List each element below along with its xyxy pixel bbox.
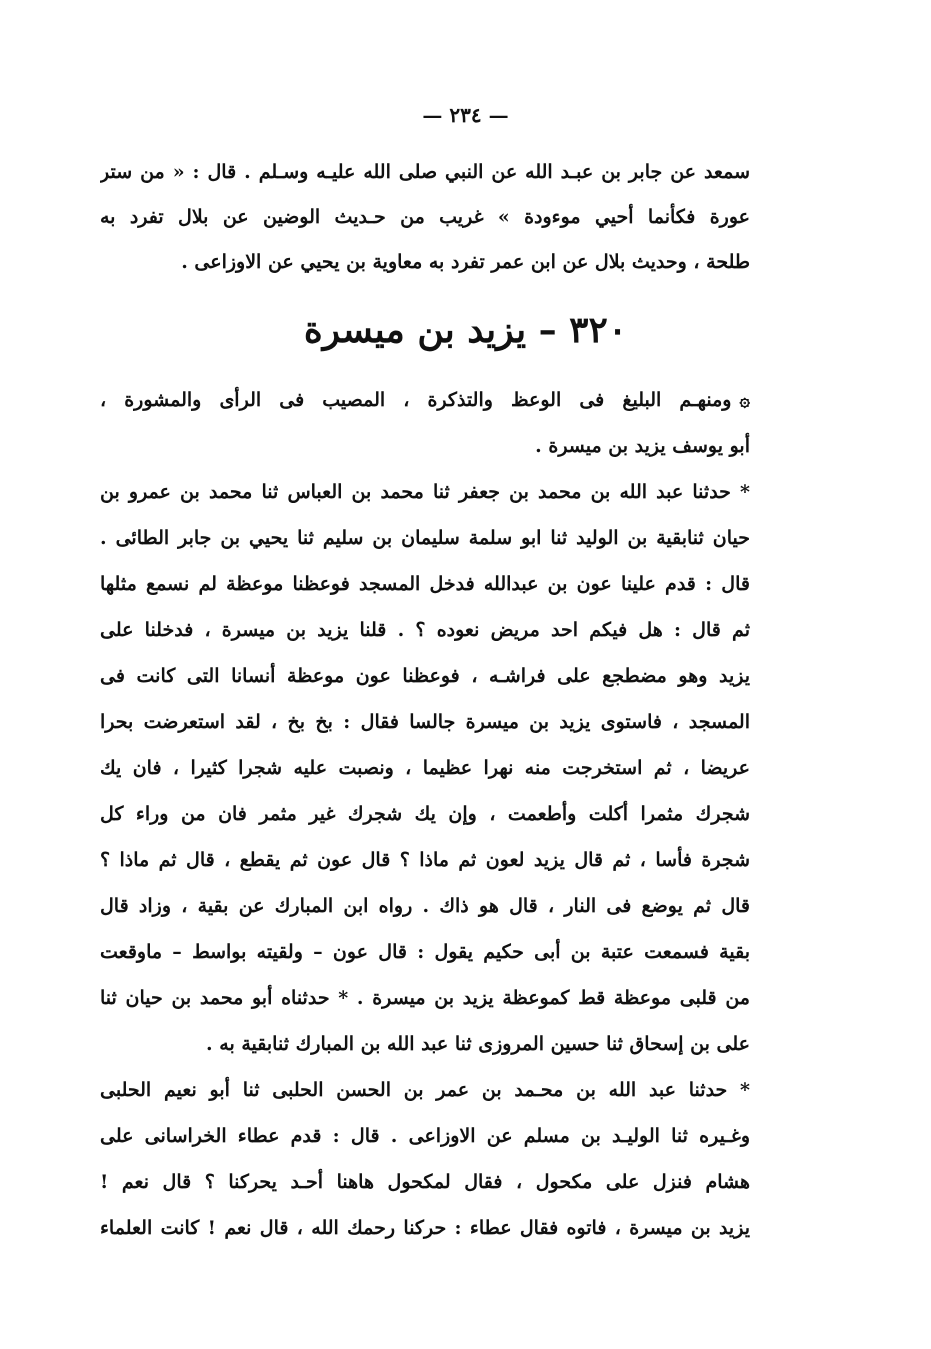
- text-line: طلحة ، وحديث بلال عن ابن عمر تفرد به معاوية بن يحيي عن الاوزاعى .: [181, 251, 750, 273]
- text-line: هشام فنزل على مكحول ، فقال لمكحول هاهنا أحـد يحركنا ؟ قال نعم !: [100, 1171, 750, 1193]
- text-line: عورة فكأنما أحيي موءودة » غريب من حـديث الوضين عن بلال تفرد به: [100, 206, 750, 228]
- top-paragraph: [100, 150, 750, 285]
- text-line: * حدثنا عبد الله بن محمد بن جعفر ثنا محمد بن العباس ثنا محمد بن عمرو بن: [100, 481, 750, 503]
- ornament-icon: ۞: [739, 390, 750, 411]
- text-line: [100, 377, 750, 423]
- text-line: من قلبى موعظة قط كموعظة يزيد بن ميسرة . * حدثناه أبو محمد بن حيان ثنا: [100, 987, 750, 1009]
- text-line-content: ومنهـم البليغ فى الوعظ والتذكرة ، المصيب فى الرأى والمشورة ،: [100, 389, 732, 411]
- text-line: سمعد عن جابر بن عبـد الله عن النبي صلى الله عليـه وسـلم . قال : « من ستر: [100, 161, 750, 183]
- text-line: المسجد ، فاستوى يزيد بن ميسرة جالسا فقال : بخ بخ ، لقد استعرضت بحرا: [100, 711, 750, 733]
- page-number: — ٢٣٤ —: [422, 103, 509, 127]
- text-line: ثم قال : هل فيكم احد مريض نعوده ؟ . قلنا يزيد بن ميسرة ، فدخلنا على: [100, 619, 750, 641]
- section-title: ٣٢٠ – يزيد بن ميسرة: [303, 309, 628, 351]
- text-line: بقية فسمعت عتبة بن أبى حكيم يقول : قال عون – ولقيته بواسط – ماوقعت: [100, 941, 750, 963]
- text-line: يزيد بن ميسرة ، فاتوه فقال عطاء : حركنا رحمك الله ، قال نعم ! كانت العلماء: [100, 1217, 750, 1239]
- text-line: على بن إسحاق ثنا حسين المروزى ثنا عبد الله بن المبارك ثنابقية به .: [206, 1033, 750, 1055]
- text-line: قال ثم يوضع فى النار ، قال هو ذاك . رواه ابن المبارك عن بقية ، وزاد قال: [100, 895, 750, 917]
- body-text: [100, 377, 750, 1251]
- text-line: يزيد وهو مضطجع على فراشـه ، فوعظنا عون موعظة أنسانا التى كانت فى: [100, 665, 750, 687]
- text-line: حيان ثنابقية بن الوليد ثنا ابو سلمة سليمان بن سليم ثنا يحيي بن جابر الطائى .: [100, 527, 750, 549]
- text-line: شجرة فأسا ، ثم قال يزيد لعون ثم ماذا ؟ قال عون ثم يقطع ، قال ثم ماذا ؟: [100, 849, 750, 871]
- text-line: أبو يوسف يزيد بن ميسرة .: [535, 435, 750, 457]
- text-line: قال : قدم علينا عون بن عبدالله فدخل المسجد فوعظنا موعظة لم نسمع مثلها: [100, 573, 750, 595]
- text-line: * حدثنا عبد الله بن محـمد بن عمر بن الحسن الحلبى ثنا أبو نعيم الحلبى: [100, 1079, 750, 1101]
- text-line: شجرك مثمرا أكلت وأطعمت ، وإن يك شجرك غير مثمر فان من وراء كل: [100, 803, 750, 825]
- text-line: وغـيره ثنا الوليـد بن مسلم عن الاوزاعى . قال : قدم عطاء الخراسانى على: [100, 1125, 750, 1147]
- text-line: عريضا ، ثم استخرجت منه نهرا عظيما ، ونصبت عليه شجرا كثيرا ، فان يك: [100, 757, 750, 779]
